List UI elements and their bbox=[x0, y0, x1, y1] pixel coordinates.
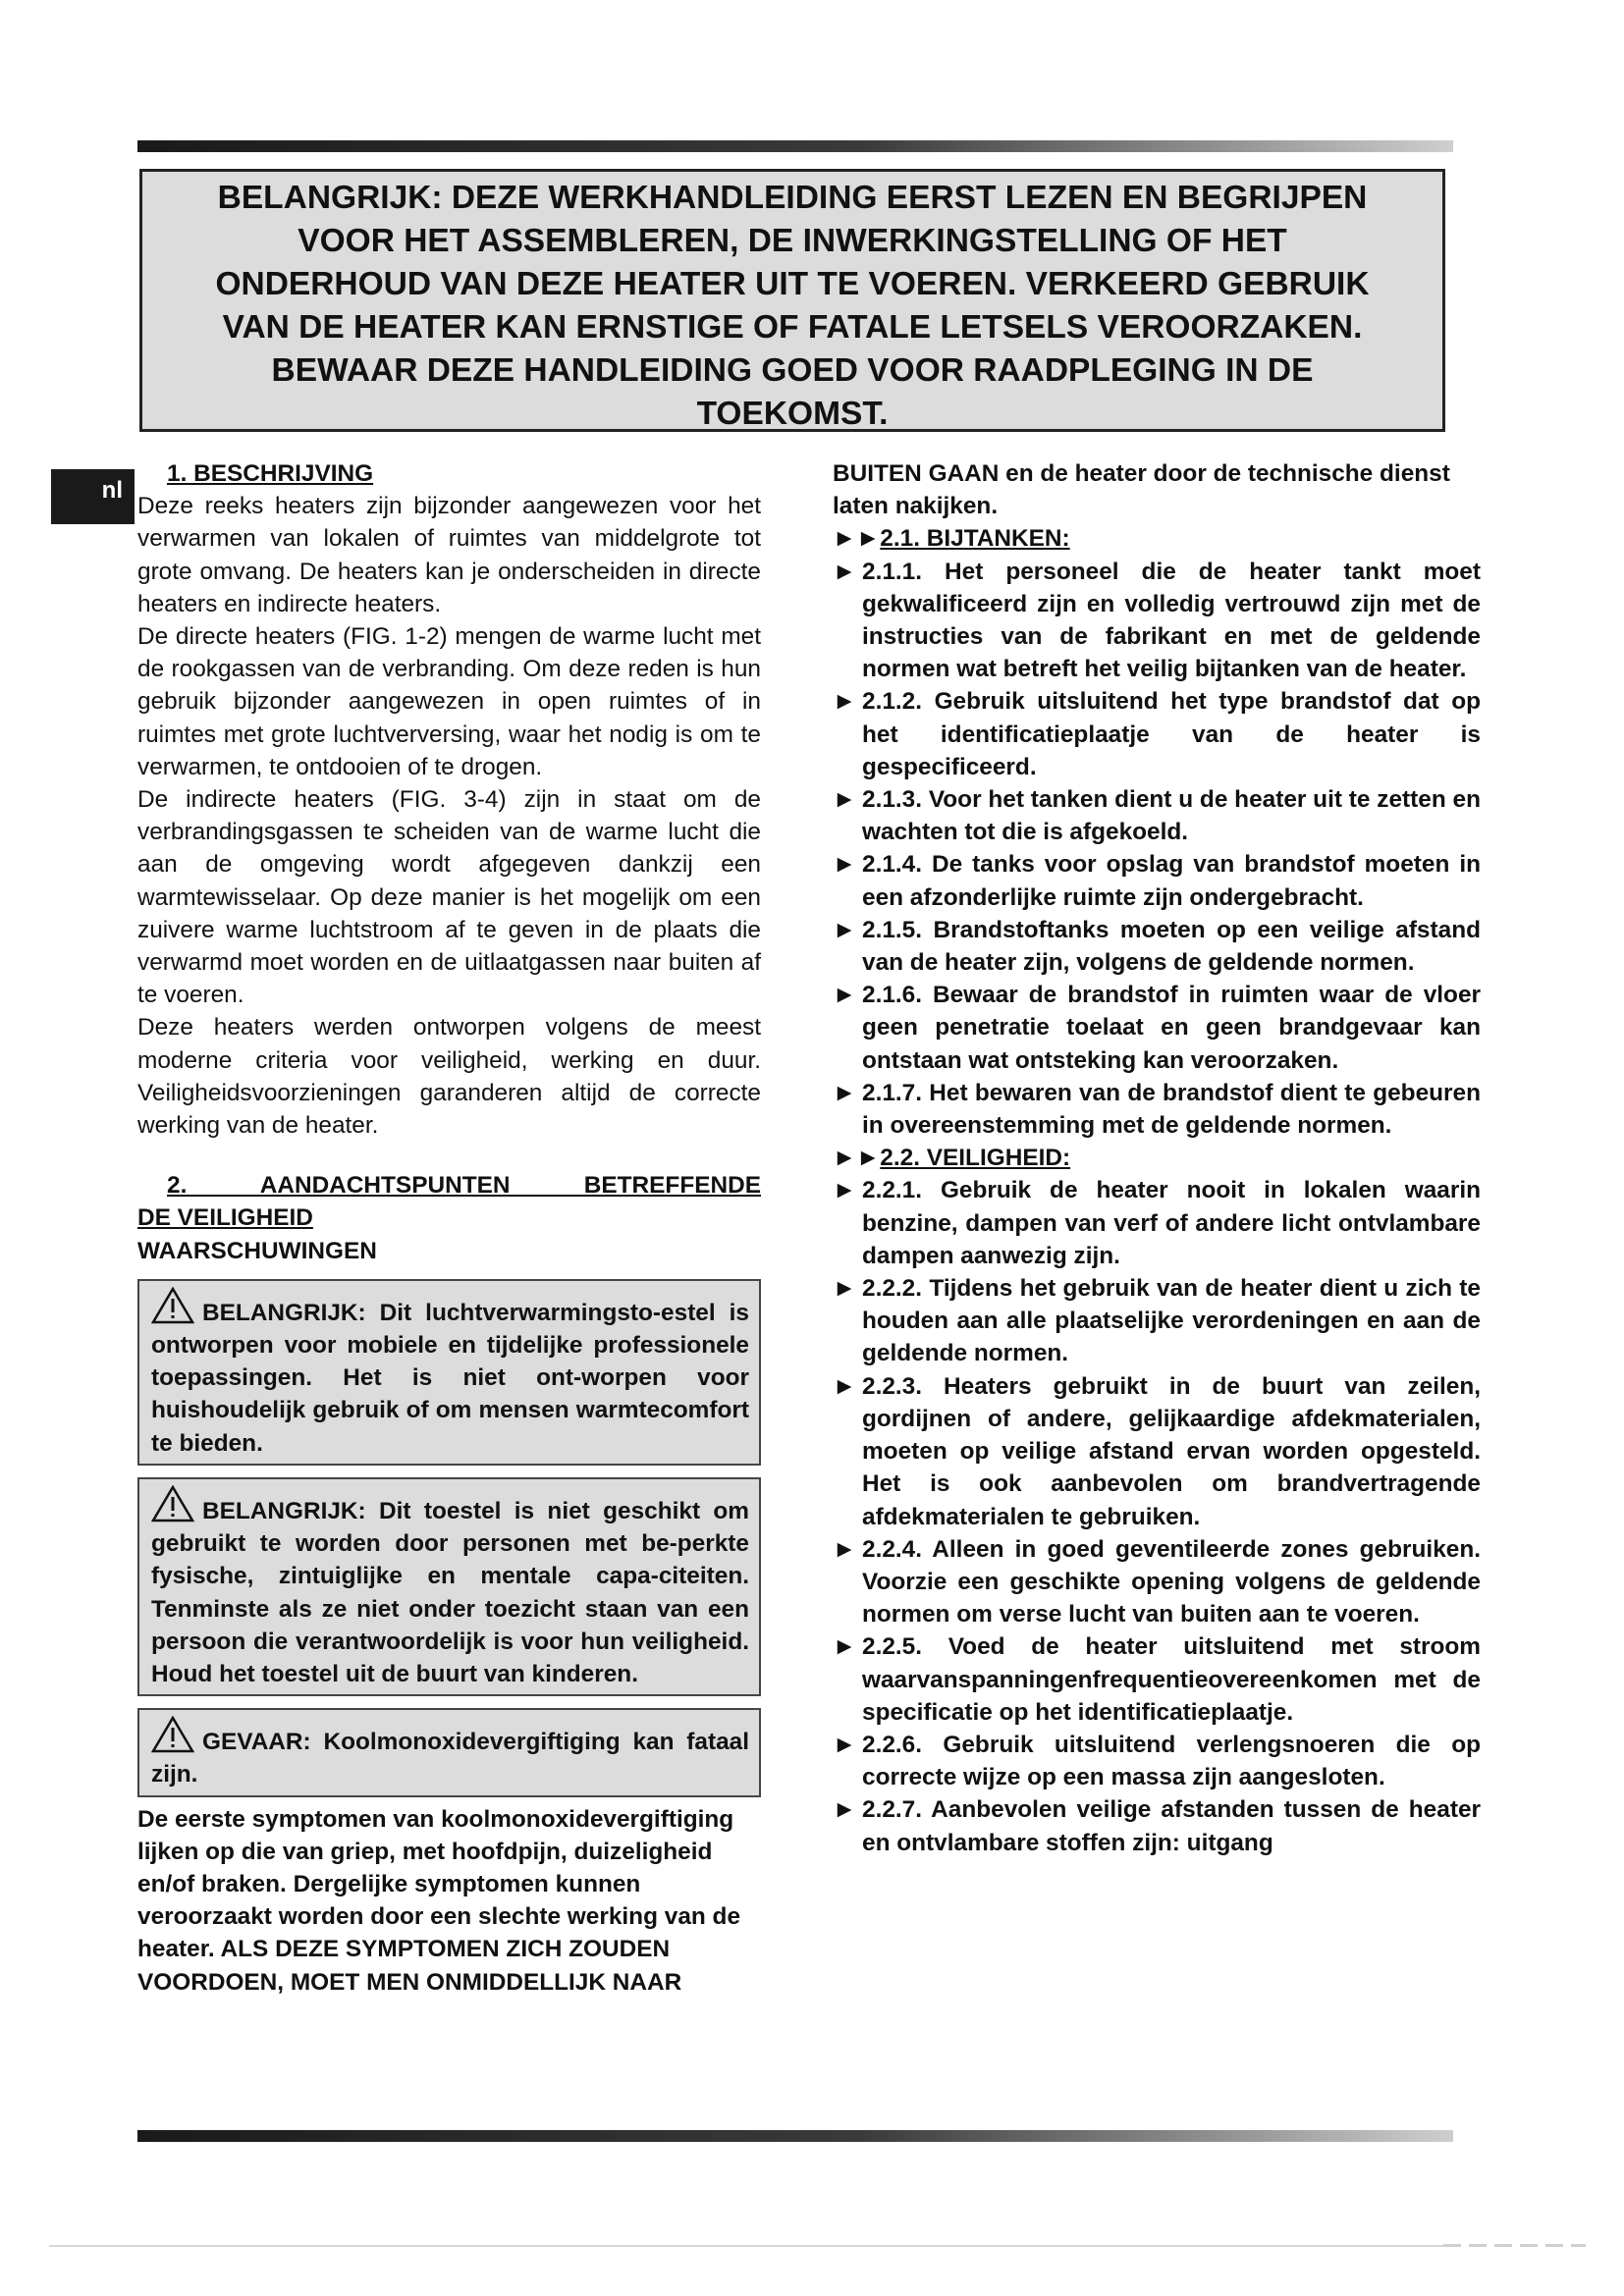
paragraph: Deze reeks heaters zijn bijzonder aangewezen voor het verwarmen van lokalen of ruimtes van middelgrote tot grote omvang. De heaters kan je onderscheiden in directe heaters en indirecte heaters. bbox=[137, 493, 761, 617]
warning-box bbox=[137, 1279, 761, 1466]
subsection-2-1-title: ►►2.1. BIJTANKEN: bbox=[833, 525, 1070, 553]
warning-text: BELANGRIJK: Dit luchtverwarmingsto-estel is ontworpen voor mobiele en tijdelijke professionele toepassingen. Het is niet ont-worpen voor huishoudelijk gebruik of om mensen warmtecomfort te bieden. bbox=[151, 1299, 749, 1457]
subsection-2-2-title: ►►2.2. VEILIGHEID: bbox=[833, 1145, 1071, 1172]
list-item: ► 2.1.4. De tanks voor opslag van brandstof moeten in een afzonderlijke ruimte zijn ondergebracht. bbox=[833, 851, 1481, 911]
list-item: ► 2.2.5. Voed de heater uitsluitend met stroom waarvanspanningenfrequentieovereenkomen met de specificatie op het identificatieplaatje. bbox=[833, 1633, 1481, 1726]
notice-line: TOEKOMST. bbox=[696, 396, 889, 432]
section-2-title-cont: DE VEILIGHEID bbox=[137, 1204, 313, 1232]
top-rule bbox=[137, 140, 1453, 152]
left-column bbox=[137, 457, 761, 1999]
bottom-rule bbox=[137, 2130, 1453, 2142]
list-item: ► 2.2.2. Tijdens het gebruik van de heater dient u zich te houden aan alle plaatselijke verordeningen en aan de geldende normen. bbox=[833, 1275, 1481, 1367]
list-item: ► 2.2.4. Alleen in goed geventileerde zones gebruiken. Voorzie een geschikte opening volgens de geldende normen om verse lucht van buiten aan te voeren. bbox=[833, 1535, 1481, 1629]
footer-rule bbox=[49, 2245, 1581, 2247]
right-column bbox=[833, 457, 1481, 1859]
list-item: ► 2.1.1. Het personeel die de heater tankt moet gekwalificeerd zijn en volledig vertrouwd zijn met de instructies van de fabrikant en met de geldende normen wat betreft het veilig bijtanken van de heater. bbox=[833, 558, 1481, 683]
paragraph: De indirecte heaters (FIG. 3-4) zijn in staat om de verbrandingsgassen te scheiden van de warme lucht die aan de omgeving wordt afgegeven dankzij een warmtewisselaar. Op deze manier is het mogelijk om een zuivere warme luchtstroom af te geven in de plaats die verwarmd moet worden en de uitlaatgassen naar buiten af te voeren. bbox=[137, 786, 761, 1009]
notice-line: ONDERHOUD VAN DEZE HEATER UIT TE VOEREN. VERKEERD GEBRUIK bbox=[215, 266, 1370, 302]
notice-line: BEWAAR DEZE HANDLEIDING GOED VOOR RAADPLEGING IN DE bbox=[271, 352, 1314, 389]
list-item: ► 2.1.7. Het bewaren van de brandstof dient te gebeuren in overeenstemming met de geldende normen. bbox=[833, 1079, 1481, 1140]
notice-line: VAN DE HEATER KAN ERNSTIGE OF FATALE LETSELS VEROORZAKEN. bbox=[222, 309, 1363, 346]
danger-box bbox=[137, 1708, 761, 1796]
list-item: ► 2.1.6. Bewaar de brandstof in ruimten waar de vloer geen penetratie toelaat en geen brandgevaar kan ontstaan wat ontsteking kan veroorzaken. bbox=[833, 982, 1481, 1074]
warning-triangle-icon bbox=[151, 1287, 194, 1324]
paragraph: Deze heaters werden ontworpen volgens de meest moderne criteria voor veiligheid, werking en duur. Veiligheidsvoorzieningen garanderen altijd de correcte werking van de heater. bbox=[137, 1014, 761, 1140]
warning-text: BELANGRIJK: Dit toestel is niet geschikt om gebruikt te worden door personen met be-perkte fysische, zintuiglijke en mentale capa-citeiten. Tenminste als ze niet onder toezicht staan van een persoon die verantwoordelijk is voor hun veiligheid. Houd het toestel uit de buurt van kinderen. bbox=[151, 1497, 749, 1687]
warning-box bbox=[137, 1477, 761, 1696]
list-item: ► 2.1.3. Voor het tanken dient u de heater uit te zetten en wachten tot die is afgekoeld. bbox=[833, 786, 1481, 846]
symptoms-paragraph: De eerste symptomen van koolmonoxidevergiftiging lijken op die van griep, met hoofdpijn, duizeligheid en/of braken. Dergelijke symptomen kunnen veroorzaakt worden door een slechte werking van de heater. ALS DEZE SYMPTOMEN ZICH ZOUDEN VOORDOEN, MOET MEN ONMIDDELLIJK NAAR bbox=[137, 1805, 741, 1996]
footer-rule-dashes bbox=[1443, 2244, 1586, 2247]
list-item: ► 2.2.6. Gebruik uitsluitend verlengsnoeren die op correcte wijze op een massa zijn aangesloten. bbox=[833, 1731, 1481, 1791]
continuation-text: BUITEN GAAN en de heater door de technische dienst laten nakijken. bbox=[833, 460, 1450, 520]
paragraph: De directe heaters (FIG. 1-2) mengen de warme lucht met de rookgassen van de verbranding. Om deze reden is hun gebruik bijzonder aangewezen in open ruimtes of in ruimtes met grote luchtverversing, waar het nodig is om te verwarmen, te ontdooien of te drogen. bbox=[137, 623, 761, 780]
important-notice-box bbox=[139, 169, 1445, 432]
list-item: ► 2.1.2. Gebruik uitsluitend het type brandstof dat op het identificatieplaatje van de heater is gespecificeerd. bbox=[833, 688, 1481, 780]
section-1-title: 1. BESCHRIJVING bbox=[167, 460, 374, 487]
language-tab: nl bbox=[51, 469, 135, 524]
list-item: ► 2.1.5. Brandstoftanks moeten op een veilige afstand van de heater zijn, volgens de geldende normen. bbox=[833, 916, 1481, 977]
warnings-subtitle: WAARSCHUWINGEN bbox=[137, 1237, 377, 1264]
list-item: ► 2.2.3. Heaters gebruikt in de buurt van zeilen, gordijnen of andere, gelijkaardige afdekmaterialen, moeten op veilige afstand ervan worden opgesteld. Het is ook aanbevolen om brandvertragende afdekmaterialen te gebruiken. bbox=[833, 1372, 1481, 1530]
warning-triangle-icon bbox=[151, 1716, 194, 1753]
list-item: ► 2.2.1. Gebruik de heater nooit in lokalen waarin benzine, dampen van verf of andere licht ontvlambare dampen aanwezig zijn. bbox=[833, 1177, 1481, 1269]
notice-line: VOOR HET ASSEMBLEREN, DE INWERKINGSTELLING OF HET bbox=[298, 223, 1287, 259]
danger-text: GEVAAR: Koolmonoxidevergiftiging kan fataal zijn. bbox=[151, 1729, 749, 1789]
notice-line: BELANGRIJK: DEZE WERKHANDLEIDING EERST LEZEN EN BEGRIJPEN bbox=[217, 180, 1368, 216]
list-item: ► 2.2.7. Aanbevolen veilige afstanden tussen de heater en ontvlambare stoffen zijn: uitgang bbox=[833, 1796, 1481, 1856]
section-2-title: 2. AANDACHTSPUNTEN BETREFFENDE bbox=[167, 1172, 761, 1200]
warning-triangle-icon bbox=[151, 1485, 194, 1522]
